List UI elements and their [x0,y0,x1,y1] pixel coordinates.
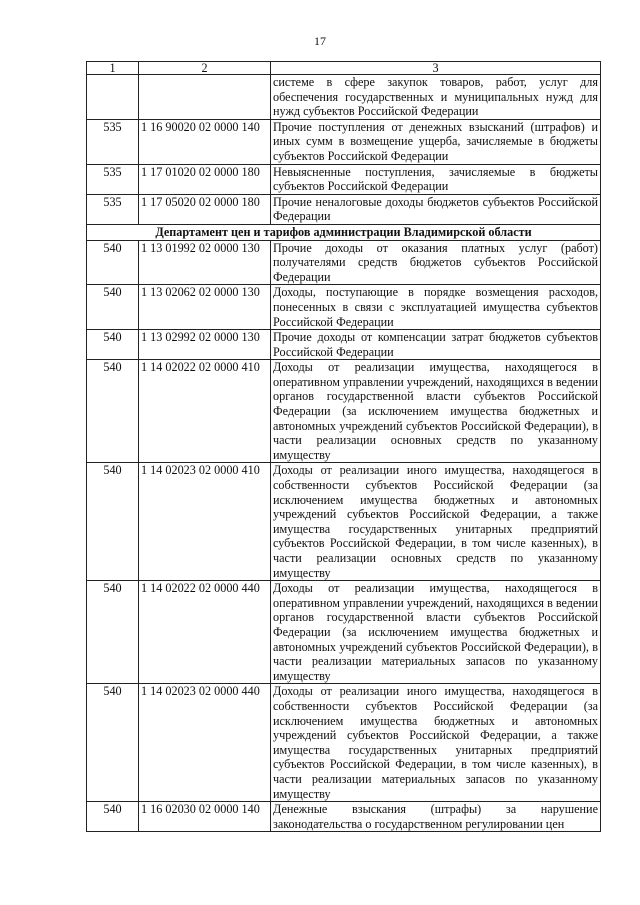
revenue-description-cell: Доходы от реализации имущества, находящегося в оперативном управлении учреждений, находящихся в ведении органов государственной власти субъектов Российской Федерации (за исключением имущества бюджетных и автономных учреждений субъектов Российской Федерации), в части реализации основных средств по указанному имуществу [271,360,601,463]
table-row [87,285,601,330]
admin-code-cell: 540 [87,360,139,463]
table-header-row [87,62,601,75]
revenue-code-cell: 1 14 02023 02 0000 440 [139,684,271,802]
revenue-description-cell: Невыясненные поступления, зачисляемые в бюджеты субъектов Российской Федерации [271,164,601,194]
revenue-codes-table [86,61,601,832]
table-row [87,581,601,684]
revenue-description-cell: Доходы, поступающие в порядке возмещения расходов, понесенных в связи с эксплуатацией имущества субъектов Российской Федерации [271,285,601,330]
admin-code-cell: 540 [87,684,139,802]
page-number: 17 [314,34,326,48]
table-row [87,119,601,164]
revenue-description-cell: Доходы от реализации иного имущества, находящегося в собственности субъектов Российской Федерации (за исключением имущества бюджетных и автономных учреждений субъектов Российской Федерации, а также имущества государственных унитарных предприятий субъектов Российской Федерации, в том числе казенных), в части реализации основных средств по указанному имуществу [271,463,601,581]
admin-code-cell: 540 [87,581,139,684]
admin-code-cell: 540 [87,240,139,285]
admin-code-cell: 535 [87,194,139,224]
revenue-description-cell: Прочие доходы от компенсации затрат бюджетов субъектов Российской Федерации [271,330,601,360]
admin-code-cell: 540 [87,463,139,581]
revenue-description-cell: Денежные взыскания (штрафы) за нарушение законодательства о государственном регулировании цен [271,802,601,832]
table-row [87,240,601,285]
header-col-1: 1 [87,62,139,75]
header-col-3: 3 [271,62,601,75]
admin-code-cell: 540 [87,330,139,360]
table-row [87,164,601,194]
revenue-description-cell: Прочие неналоговые доходы бюджетов субъектов Российской Федерации [271,194,601,224]
admin-code-cell: 540 [87,285,139,330]
table-row [87,194,601,224]
table-row [87,802,601,832]
table-row [87,360,601,463]
revenue-description-cell: Доходы от реализации имущества, находящегося в оперативном управлении учреждений, находящихся в ведении органов государственной власти субъектов Российской Федерации (за исключением имущества бюджетных и автономных учреждений субъектов Российской Федерации), в части реализации материальных запасов по указанному имуществу [271,581,601,684]
revenue-code-cell [139,75,271,120]
admin-code-cell: 540 [87,802,139,832]
revenue-code-cell: 1 14 02022 02 0000 410 [139,360,271,463]
revenue-code-cell: 1 17 01020 02 0000 180 [139,164,271,194]
revenue-description-cell: системе в сфере закупок товаров, работ, услуг для обеспечения государственных и муниципальных нужд для нужд субъектов Российской Федерации [271,75,601,120]
revenue-code-cell: 1 14 02022 02 0000 440 [139,581,271,684]
revenue-description-cell: Прочие доходы от оказания платных услуг (работ) получателями средств бюджетов субъектов Российской Федерации [271,240,601,285]
revenue-description-cell: Доходы от реализации иного имущества, находящегося в собственности субъектов Российской Федерации (за исключением имущества бюджетных и автономных учреждений субъектов Российской Федерации, а также имущества государственных унитарных предприятий субъектов Российской Федерации, в том числе казенных), в части реализации материальных запасов по указанному имуществу [271,684,601,802]
revenue-code-cell: 1 16 02030 02 0000 140 [139,802,271,832]
revenue-code-cell: 1 13 02992 02 0000 130 [139,330,271,360]
revenue-code-cell: 1 16 90020 02 0000 140 [139,119,271,164]
revenue-code-cell: 1 13 02062 02 0000 130 [139,285,271,330]
table-row [87,463,601,581]
header-col-2: 2 [139,62,271,75]
admin-code-cell [87,75,139,120]
revenue-description-cell: Прочие поступления от денежных взысканий (штрафов) и иных сумм в возмещение ущерба, зачисляемые в бюджеты субъектов Российской Федерации [271,119,601,164]
admin-code-cell: 535 [87,164,139,194]
revenue-code-cell: 1 14 02023 02 0000 410 [139,463,271,581]
table-row [87,75,601,120]
admin-code-cell: 535 [87,119,139,164]
section-title: Департамент цен и тарифов администрации Владимирской области [87,224,601,240]
revenue-code-cell: 1 17 05020 02 0000 180 [139,194,271,224]
revenue-code-cell: 1 13 01992 02 0000 130 [139,240,271,285]
table-row [87,330,601,360]
section-header-row [87,224,601,240]
table-row [87,684,601,802]
